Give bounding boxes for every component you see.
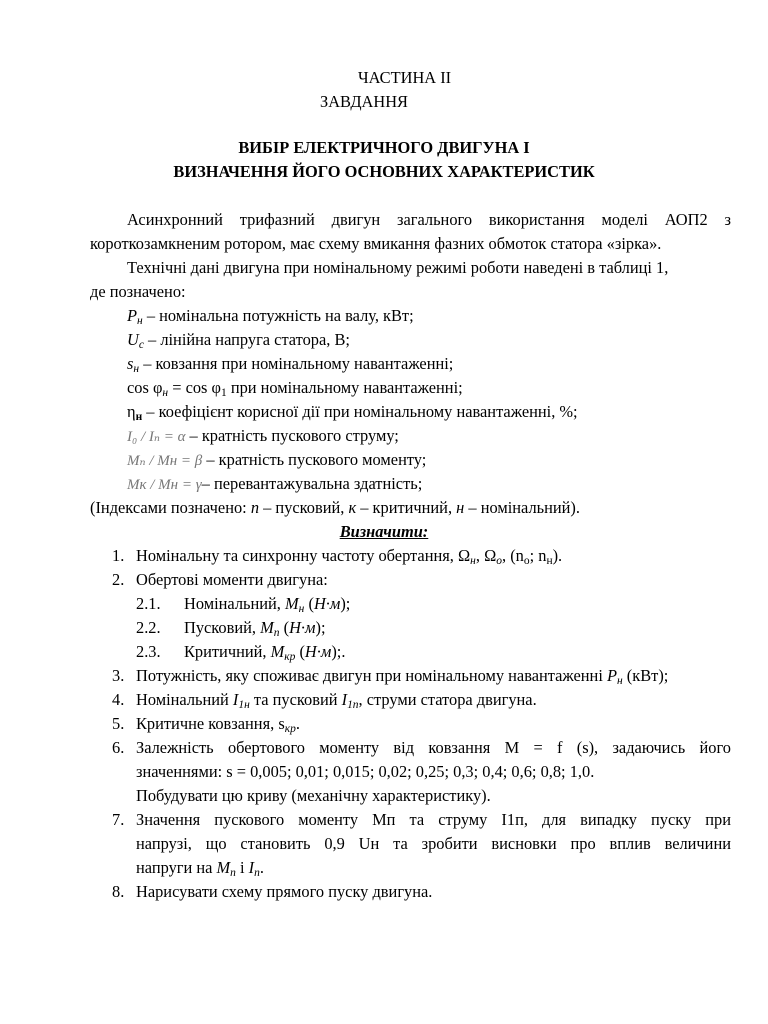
- assignment-heading: ЗАВДАННЯ: [320, 92, 408, 111]
- def-current-ratio: I₀ / Iₙ = α – кратність пускового струму;: [127, 426, 399, 445]
- item-7-line-2: напрузі, що становить 0,9 Uн та зробити висновки про вплив величини: [136, 834, 731, 853]
- intro-p2-line1: Технічні дані двигуна при номінальному режимі роботи наведені в таблиці 1,: [127, 258, 669, 277]
- item-7-line-3: напруги на $М_п$ і $І_п$.: [136, 858, 264, 879]
- item-7-number: 7.: [112, 810, 125, 829]
- item-2-1-text: Номінальний, $М_н$ (Н·м);: [184, 594, 351, 615]
- intro-p1-line2: короткозамкненим ротором, має схему вмикання фазних обмоток статора «зірка».: [90, 234, 662, 253]
- item-3-number: 3.: [112, 666, 125, 685]
- def-cos-phi: $\cos \varphi_н = \cos \varphi_1$ при номінальному навантаженні;: [127, 378, 463, 399]
- item-6-line-1: Залежність обертового моменту від ковзання M = f (s), задаючись його: [136, 738, 731, 757]
- formula-current-ratio: I₀ / Iₙ = α: [127, 429, 186, 445]
- def-efficiency: $\eta_н$ – коефіцієнт корисної дії при номінальному навантаженні, %;: [127, 402, 578, 423]
- def-torque-ratio: Mₙ / Mн = β – кратність пускового моменту;: [127, 450, 427, 469]
- item-8-number: 8.: [112, 882, 125, 901]
- item-2-3-number: 2.3.: [136, 642, 161, 661]
- item-7-line-1: Значення пускового моменту Мп та струму І1п, для випадку пуску при: [136, 810, 731, 829]
- item-2-number: 2.: [112, 570, 125, 589]
- item-2-1-number: 2.1.: [136, 594, 161, 613]
- title-line-1: ВИБІР ЕЛЕКТРИЧНОГО ДВИГУНА І: [238, 138, 530, 157]
- title-line-2: ВИЗНАЧЕННЯ ЙОГО ОСНОВНИХ ХАРАКТЕРИСТИК: [173, 162, 595, 181]
- item-8-text: Нарисувати схему прямого пуску двигуна.: [136, 882, 433, 901]
- item-5-text: Критичне ковзання, $s_{кр}$.: [136, 714, 300, 735]
- item-2-text: Обертові моменти двигуна:: [136, 570, 328, 589]
- determine-heading: Визначити:: [339, 522, 429, 541]
- formula-torque-ratio: Mₙ / Mн = β: [127, 453, 203, 469]
- item-1-number: 1.: [112, 546, 125, 565]
- def-slip: $s_н$ – ковзання при номінальному навантаженні;: [127, 354, 454, 375]
- part-title: ЧАСТИНА ІІ: [358, 68, 452, 87]
- indices-note: (Індексами позначено: п – пусковий, к – критичний, н – номінальний).: [90, 498, 580, 517]
- item-4-text: Номінальний $I_{1н}$ та пусковий $I_{1п}$, струми статора двигуна.: [136, 690, 537, 711]
- intro-p1-line1: Асинхронний трифазний двигун загального використання моделі АОП2 з: [127, 210, 731, 229]
- def-voltage: $U_с$ – лінійна напруга статора, В;: [127, 330, 350, 351]
- def-overload: Mк / Mн = γ– перевантажувальна здатність;: [127, 474, 423, 493]
- item-2-2-number: 2.2.: [136, 618, 161, 637]
- item-6-number: 6.: [112, 738, 125, 757]
- item-6-line-2: значеннями: s = 0,005; 0,01; 0,015; 0,02; 0,25; 0,3; 0,4; 0,6; 0,8; 1,0.: [136, 762, 595, 781]
- item-2-2-text: Пусковий, $М_п$ (Н·м);: [184, 618, 326, 639]
- item-2-3-text: Критичний, $М_{кр}$ (Н·м);.: [184, 642, 346, 663]
- item-4-number: 4.: [112, 690, 125, 709]
- def-power: $P_н$ – номінальна потужність на валу, кВт;: [127, 306, 414, 327]
- formula-overload: Mк / Mн = γ: [127, 477, 202, 493]
- item-5-number: 5.: [112, 714, 125, 733]
- item-6-line-3: Побудувати цю криву (механічну характеристику).: [136, 786, 491, 805]
- item-1-text: Номінальну та синхронну частоту обертання, $\Omega_н$, $\Omega_о$, ($n_о$; $n_н$).: [136, 546, 563, 567]
- intro-p2-line2: де позначено:: [90, 282, 186, 301]
- item-3-text: Потужність, яку споживає двигун при номінальному навантаженні $P_н$ (кВт);: [136, 666, 669, 687]
